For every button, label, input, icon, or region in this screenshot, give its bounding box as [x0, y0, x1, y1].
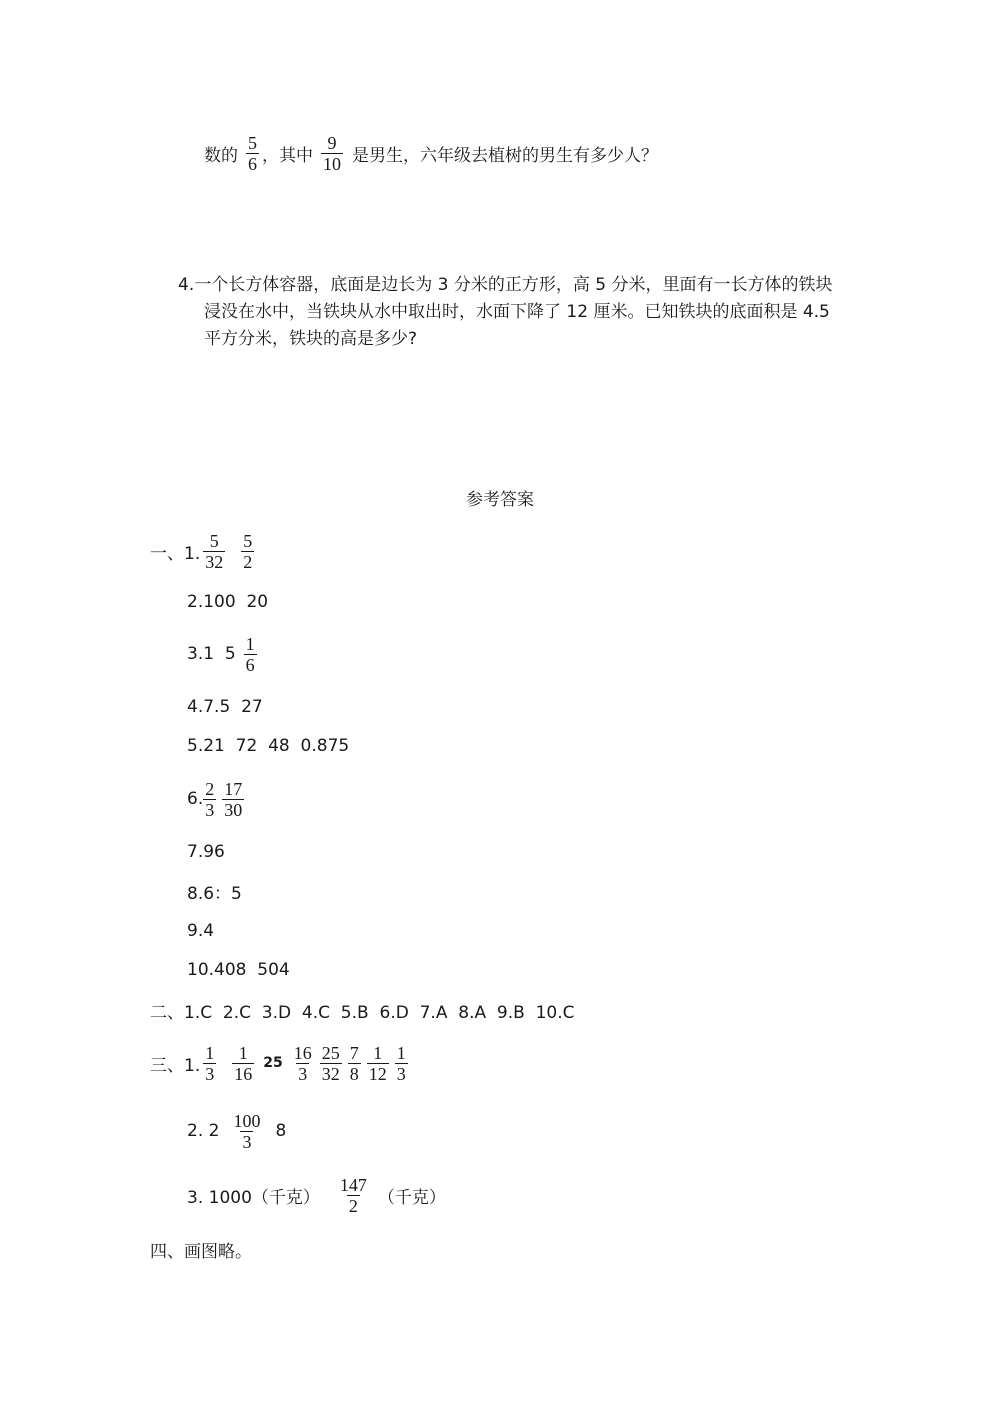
numerator: 1 — [396, 1042, 406, 1063]
fraction — [232, 1043, 254, 1084]
sec1-a5 — [187, 726, 349, 766]
numerator: 1 — [205, 1042, 215, 1063]
fraction — [203, 779, 216, 820]
fraction — [367, 1043, 389, 1084]
answer-text: 8.6：5 — [187, 883, 242, 904]
fraction — [338, 1175, 369, 1216]
sec1-a4 — [187, 687, 263, 727]
fraction — [231, 1111, 262, 1152]
answer-text: 2. 2 — [187, 1121, 220, 1141]
fraction — [321, 133, 343, 174]
numerator: 1 — [238, 1042, 248, 1063]
answer-text: 10.408 504 — [187, 960, 290, 980]
denominator: 3 — [396, 1063, 406, 1084]
numerator: 2 — [205, 778, 215, 799]
numerator: 7 — [349, 1042, 359, 1063]
answer-text: 6. — [187, 789, 204, 809]
answer-text: 3. 1000（千克） — [187, 1187, 320, 1208]
q3-text-a: 数的 — [204, 145, 238, 166]
numerator: 17 — [224, 778, 243, 799]
numerator: 100 — [233, 1110, 261, 1131]
sec1-a10 — [187, 950, 290, 990]
denominator: 2 — [348, 1195, 358, 1216]
denominator: 30 — [224, 799, 243, 820]
bold-value: 25 — [263, 1055, 283, 1071]
q4-line-3: 平方分米，铁块的高是多少? — [204, 329, 418, 349]
numerator: 1 — [373, 1042, 383, 1063]
question-4 — [178, 272, 868, 353]
q3-text-c: 是男生，六年级去植树的男生有多少人？ — [352, 145, 658, 166]
fraction — [292, 1043, 314, 1084]
denominator: 6 — [245, 654, 255, 675]
sec1-a6 — [187, 779, 247, 819]
answer-text: 四、画图略。 — [150, 1241, 252, 1262]
answer-text: 4.7.5 27 — [187, 697, 263, 717]
q4-line-2: 浸没在水中，当铁块从水中取出时，水面下降了 12 厘米。已知铁块的底面积是 4.5 — [204, 302, 830, 322]
sec3-a3 — [187, 1175, 446, 1215]
sec1-a9 — [187, 911, 214, 951]
fraction — [203, 531, 225, 572]
answer-text: 2.100 20 — [187, 592, 269, 612]
sec1-a1 — [150, 531, 257, 571]
denominator: 6 — [248, 153, 257, 174]
sec1-a8 — [187, 871, 242, 911]
denominator: 8 — [349, 1063, 359, 1084]
fraction — [241, 531, 254, 572]
numerator: 9 — [327, 132, 337, 153]
numerator: 25 — [321, 1042, 340, 1063]
denominator: 3 — [205, 799, 215, 820]
sec1-label: 一、1. — [150, 543, 201, 564]
denominator: 16 — [234, 1063, 253, 1084]
denominator: 12 — [368, 1063, 387, 1084]
answer-text: 5.21 72 48 0.875 — [187, 736, 350, 756]
answer-text: 二、1.C 2.C 3.D 4.C 5.B 6.D 7.A 8.A 9.B 10.C — [150, 1002, 575, 1023]
fraction — [395, 1043, 408, 1084]
numerator: 5 — [209, 530, 219, 551]
denominator: 3 — [242, 1131, 252, 1152]
answer-text: （千克） — [377, 1187, 446, 1208]
sec4 — [150, 1229, 252, 1269]
fraction — [222, 779, 244, 820]
fraction — [244, 634, 257, 675]
sec1-a2 — [187, 582, 268, 622]
numerator: 147 — [339, 1174, 367, 1195]
denominator: 3 — [205, 1063, 215, 1084]
q4-line-1: 4.一个长方体容器，底面是边长为 3 分米的正方形，高 5 分米，里面有一长方体的铁块 — [178, 275, 833, 295]
denominator: 2 — [243, 551, 253, 572]
sec2 — [150, 990, 575, 1030]
numerator: 1 — [245, 633, 255, 654]
answer-text: 9.4 — [187, 921, 215, 941]
sec3-a2 — [187, 1111, 286, 1151]
fraction — [246, 133, 259, 174]
denominator: 32 — [321, 1063, 340, 1084]
q3-line — [204, 133, 658, 173]
sec1-a7 — [187, 832, 225, 872]
fraction — [348, 1043, 361, 1084]
sec3-a1 — [150, 1043, 411, 1083]
numerator: 5 — [243, 530, 253, 551]
answer-text: 3.1 5 — [187, 644, 236, 664]
numerator: 16 — [293, 1042, 312, 1063]
denominator: 10 — [323, 153, 341, 174]
denominator: 3 — [298, 1063, 308, 1084]
sec1-a3 — [187, 634, 260, 674]
denominator: 32 — [205, 551, 224, 572]
numerator: 5 — [248, 132, 257, 153]
answer-text: 7.96 — [187, 842, 225, 862]
answers-title: 参考答案 — [466, 490, 534, 510]
q3-text-b: ，其中 — [262, 145, 313, 166]
answer-text: 8 — [275, 1121, 287, 1141]
fraction — [320, 1043, 342, 1084]
fraction — [203, 1043, 216, 1084]
sec3-label: 三、1. — [150, 1055, 201, 1076]
